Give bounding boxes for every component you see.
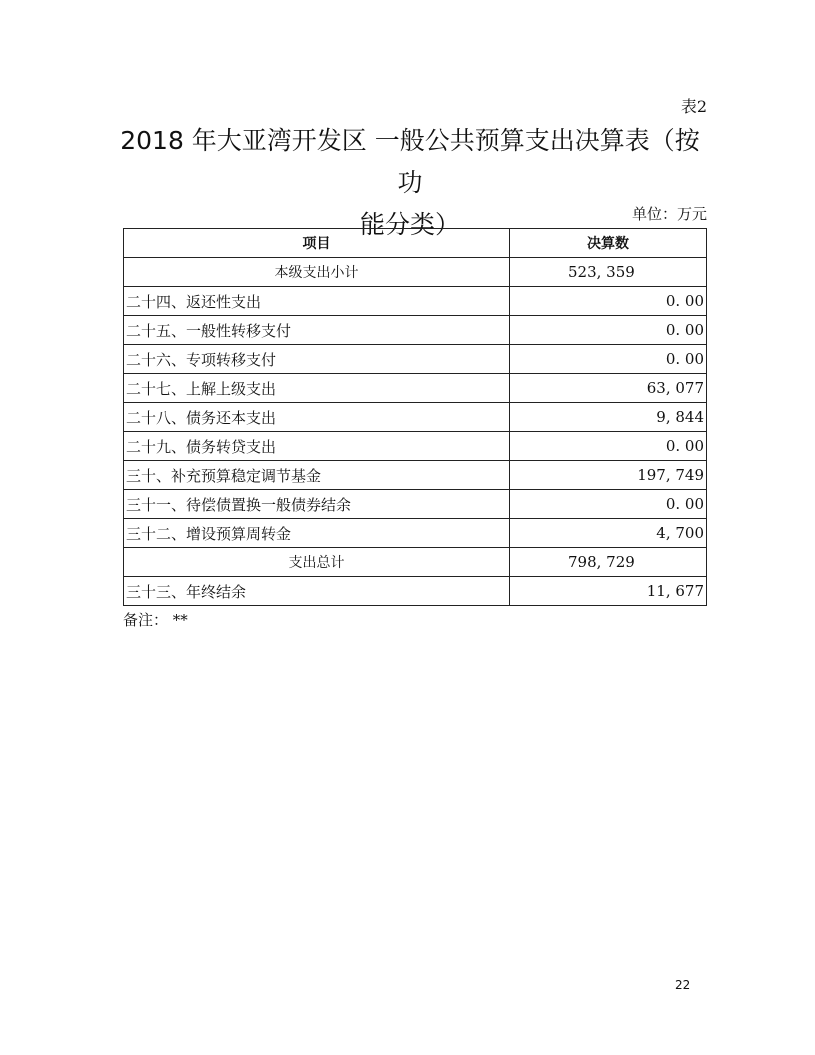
row-value: 197, 749	[510, 461, 707, 490]
row-value: 523, 359	[510, 258, 707, 287]
row-value: 0. 00	[510, 490, 707, 519]
row-label: 本级支出小计	[124, 258, 510, 287]
title-line-1: 2018 年大亚湾开发区 一般公共预算支出决算表（按功	[120, 126, 700, 197]
header-item: 项目	[124, 229, 510, 258]
unit-label: 单位：万元	[631, 205, 707, 223]
row-value: 11, 677	[510, 577, 707, 606]
table-row	[124, 519, 707, 548]
row-value: 4, 700	[510, 519, 707, 548]
row-label: 三十一、待偿债置换一般债券结余	[124, 490, 510, 519]
row-value: 798, 729	[510, 548, 707, 577]
table-body	[124, 258, 707, 606]
row-value: 9, 844	[510, 403, 707, 432]
table-row	[124, 345, 707, 374]
table-row	[124, 287, 707, 316]
row-label: 二十七、上解上级支出	[124, 374, 510, 403]
row-label: 二十四、返还性支出	[124, 287, 510, 316]
budget-table	[123, 228, 707, 606]
row-label: 三十二、增设预算周转金	[124, 519, 510, 548]
table-label: 表2	[680, 97, 707, 116]
row-value: 63, 077	[510, 374, 707, 403]
row-label: 二十五、一般性转移支付	[124, 316, 510, 345]
table-row	[124, 316, 707, 345]
title-line-2: 能分类）	[359, 210, 460, 239]
table-row	[124, 461, 707, 490]
row-label: 二十八、债务还本支出	[124, 403, 510, 432]
row-value: 0. 00	[510, 316, 707, 345]
table-row	[124, 577, 707, 606]
table-row	[124, 374, 707, 403]
row-label: 二十六、专项转移支付	[124, 345, 510, 374]
row-label: 三十三、年终结余	[124, 577, 510, 606]
header-amount: 决算数	[510, 229, 707, 258]
note: 备注： **	[123, 611, 188, 629]
table-row	[124, 403, 707, 432]
row-value: 0. 00	[510, 345, 707, 374]
table-row	[124, 490, 707, 519]
page-number: 22	[675, 978, 691, 992]
table-row	[124, 548, 707, 577]
row-value: 0. 00	[510, 432, 707, 461]
row-label: 支出总计	[124, 548, 510, 577]
row-value: 0. 00	[510, 287, 707, 316]
row-label: 二十九、债务转贷支出	[124, 432, 510, 461]
table-row	[124, 258, 707, 287]
table-header-row	[124, 229, 707, 258]
table-row	[124, 432, 707, 461]
row-label: 三十、补充预算稳定调节基金	[124, 461, 510, 490]
